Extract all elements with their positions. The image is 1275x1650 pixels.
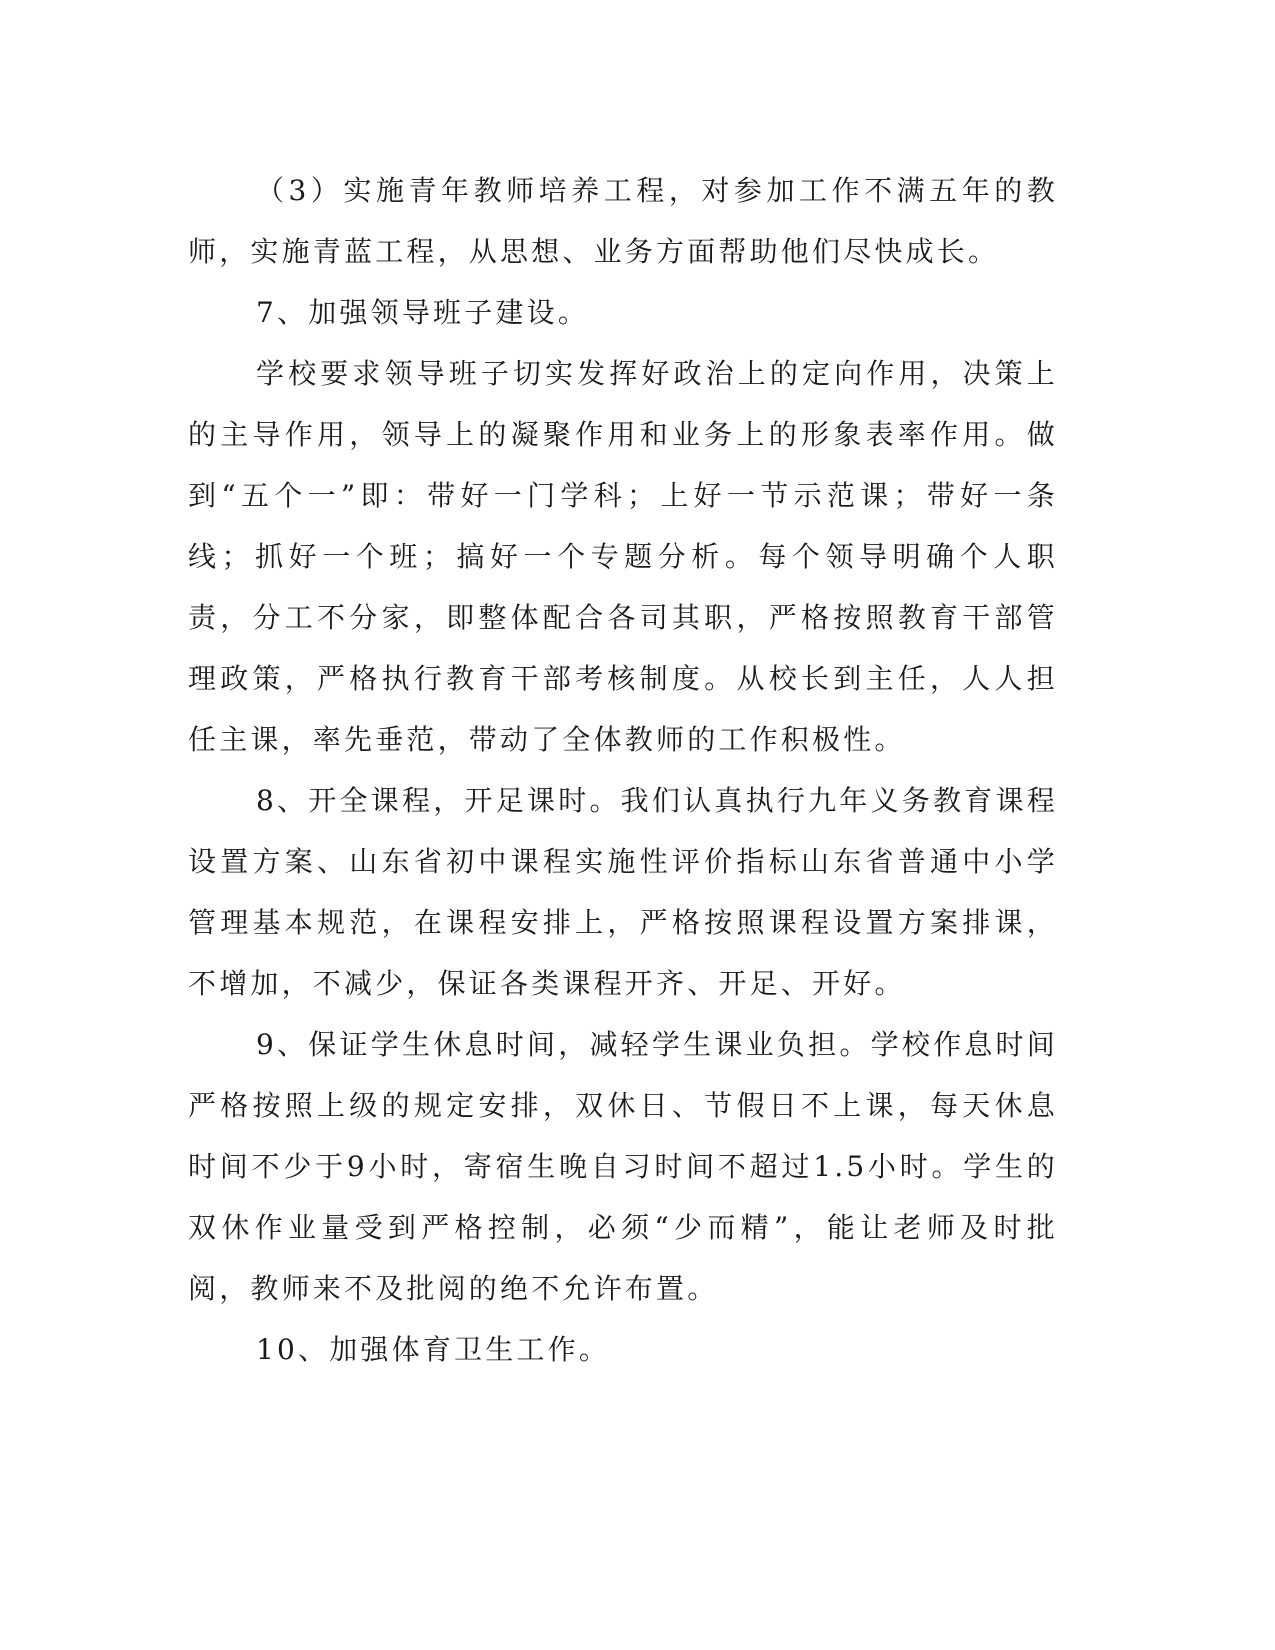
paragraph-leadership: 学校要求领导班子切实发挥好政治上的定向作用，决策上的主导作用，领导上的凝聚作用和业务上的形象表率作用。做到“五个一”即：带好一门学科；上好一节示范课；带好一条线；抓好一个班；搞好一个专题分析。每个领导明确个人职责，分工不分家，即整体配合各司其职，严格按照教育干部管理政策，严格执行教育干部考核制度。从校长到主任，人人担任主课，率先垂范，带动了全体教师的工作积极性。: [188, 357, 1058, 756]
heading-sports-health: 10、加强体育卫生工作。: [256, 1333, 611, 1366]
paragraph-rest-time: 9、保证学生休息时间，减轻学生课业负担。学校作息时间严格按照上级的规定安排，双休日、节假日不上课，每天休息时间不少于9小时，寄宿生晚自习时间不超过1.5小时。学生的双休作业量受到严格控制，必须“少而精”，能让老师及时批阅，教师来不及批阅的绝不允许布置。: [188, 1028, 1058, 1305]
document-body: [188, 160, 1058, 1380]
paragraph-teacher-training: （3）实施青年教师培养工程，对参加工作不满五年的教师，实施青蓝工程，从思想、业务方面帮助他们尽快成长。: [188, 174, 1058, 268]
paragraph-curriculum: 8、开全课程，开足课时。我们认真执行九年义务教育课程设置方案、山东省初中课程实施性评价指标山东省普通中小学管理基本规范，在课程安排上，严格按照课程设置方案排课，不增加，不减少，保证各类课程开齐、开足、开好。: [188, 784, 1058, 1000]
heading-leadership: 7、加强领导班子建设。: [256, 296, 590, 329]
